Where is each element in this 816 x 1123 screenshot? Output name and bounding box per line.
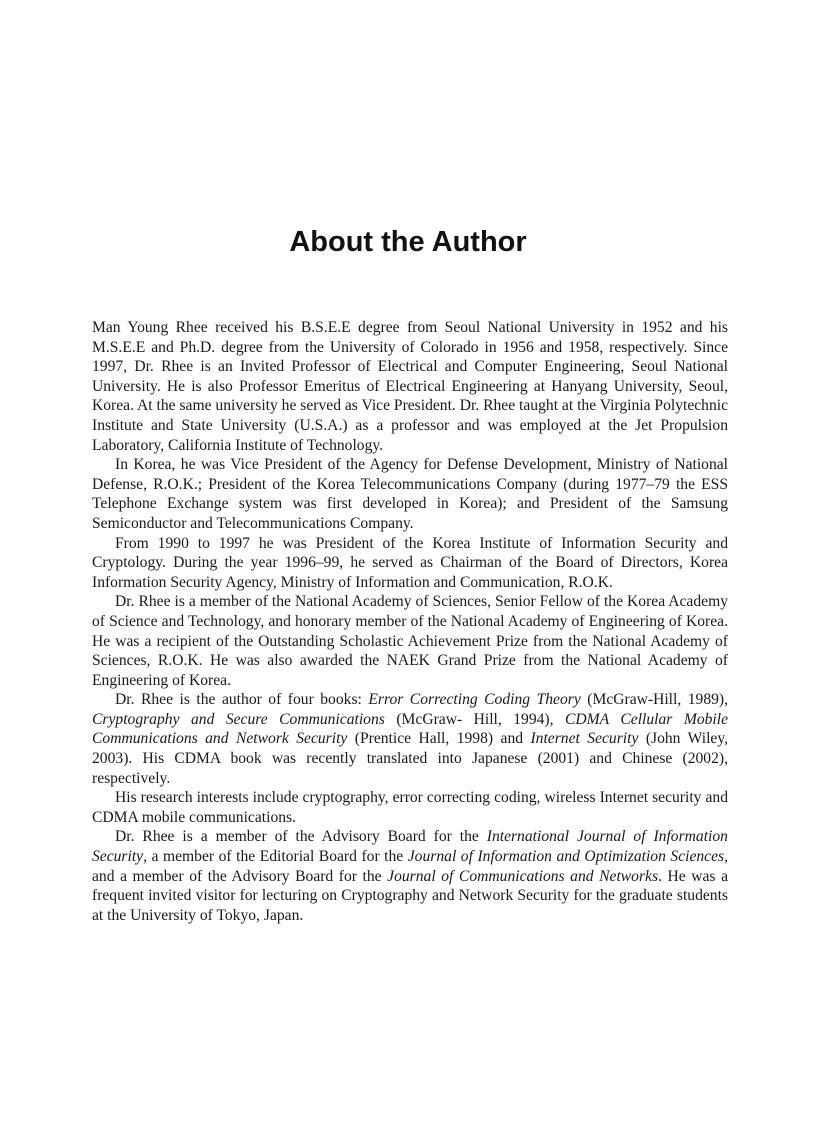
boards-text-3: , and a member of the Advisory Board for the — [92, 848, 728, 885]
journal-title-optimization: Journal of Information and Optimization Sciences — [407, 848, 725, 866]
bio-paragraph-research: His research interests include cryptography, error correcting coding, wireless Internet security and CDMA mobile communications. — [92, 789, 728, 826]
bio-paragraph-cryptology: From 1990 to 1997 he was President of the Korea Institute of Information Security and Cryptology. During the year 1996–99, he served as Chairman of the Board of Directors, Korea Information Security Agency, Ministry of Information and Communication, R.O.K. — [92, 534, 728, 591]
boards-text-4: . He was a frequent invited visitor for lecturing on Cryptography and Network Security for the graduate students at the University of Tokyo, Japan. — [92, 867, 728, 924]
journal-title-communications: Journal of Communications and Networks — [387, 867, 659, 885]
book-title-cryptography: Cryptography and Secure Communications — [92, 710, 385, 728]
books-text-4: (Prentice Hall, 1998) and — [347, 730, 531, 748]
page-title: About the Author — [289, 226, 527, 258]
books-text-2: (McGraw-Hill, 1989), — [580, 691, 729, 709]
book-title-cdma: CDMA Cellular Mobile Communications and Network Security — [92, 710, 729, 748]
bio-paragraph-education: Man Young Rhee received his B.S.E.E degree from Seoul National University in 1952 and his M.S.E.E and Ph.D. degree from the University of Colorado in 1956 and 1958, respectively. Since 1997, Dr. Rhee is an Invited Professor of Electrical and Computer Engineering, Seoul National University. He is also Professor Emeritus of Electrical Engineering at Hanyang University, Seoul, Korea. At the same university he served as Vice President. Dr. Rhee taught at the Virginia Polytechnic Institute and State University (U.S.A.) as a professor and was employed at the Jet Propulsion Laboratory, California Institute of Technology. — [92, 319, 729, 454]
bio-paragraph-boards — [92, 827, 728, 925]
journal-title-info-security: International Journal of Information Security — [92, 828, 728, 866]
books-text-3: (McGraw- Hill, 1994), — [384, 710, 566, 728]
boards-text-2: , a member of the Editorial Board for the — [143, 848, 408, 866]
bio-paragraph-books — [92, 690, 728, 788]
bio-paragraph-academies: Dr. Rhee is a member of the National Academy of Sciences, Senior Fellow of the Korea Academy of Science and Technology, and honorary member of the National Academy of Engineering of Korea. He was a recipient of the Outstanding Scholastic Achievement Prize from the National Academy of Sciences, R.O.K. He was also awarded the NAEK Grand Prize from the National Academy of Engineering of Korea. — [92, 593, 728, 689]
books-text-1: Dr. Rhee is the author of four books: — [115, 691, 369, 709]
boards-text-1: Dr. Rhee is a member of the Advisory Board for the — [115, 828, 487, 846]
author-biography — [92, 318, 728, 925]
book-title-internet-security: Internet Security — [530, 730, 639, 748]
books-text-5: (John Wiley, 2003). His CDMA book was recently translated into Japanese (2001) and Chinese (2002), respectively. — [92, 730, 729, 787]
bio-paragraph-korea-career: In Korea, he was Vice President of the Agency for Defense Development, Ministry of National Defense, R.O.K.; President of the Korea Telecommunications Company (during 1977–79 the ESS Telephone Exchange system was first developed in Korea); and President of the Samsung Semiconductor and Telecommunications Company. — [92, 456, 728, 532]
book-title-coding-theory: Error Correcting Coding Theory — [368, 691, 581, 709]
